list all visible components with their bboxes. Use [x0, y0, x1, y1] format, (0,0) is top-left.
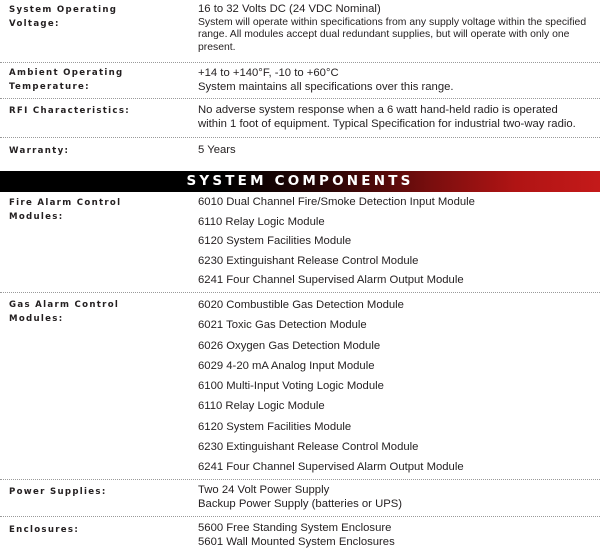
- list-item: 5601 Wall Mounted System Enclosures: [198, 535, 395, 548]
- spec-value-line: within 1 foot of equipment. Typical Specification for industrial two-way radio.: [198, 117, 576, 130]
- divider: [0, 137, 600, 138]
- spec-value-line: No adverse system response when a 6 watt hand-held radio is operated: [198, 104, 558, 116]
- spec-label-temperature: [9, 67, 194, 94]
- divider: [0, 98, 600, 99]
- component-label-line: Fire Alarm Control: [9, 198, 122, 208]
- spec-label-warranty: [9, 145, 194, 159]
- section-banner-title: SYSTEM COMPONENTS: [186, 173, 414, 189]
- spec-label-line: Warranty:: [9, 146, 70, 156]
- list-item: 6100 Multi-Input Voting Logic Module: [198, 380, 384, 393]
- component-label-line: Gas Alarm Control: [9, 300, 120, 310]
- component-label-line: Modules:: [9, 313, 64, 324]
- spec-label-rfi: [9, 105, 194, 119]
- spec-label-line: System Operating: [9, 5, 118, 15]
- spec-note-line: System will operate within specifications from any supply voltage within the specified: [198, 16, 587, 28]
- divider: [0, 62, 600, 63]
- list-item: 6120 System Facilities Module: [198, 235, 352, 247]
- spec-value-line: System maintains all specifications over this range.: [198, 80, 454, 93]
- list-item: 6110 Relay Logic Module: [198, 215, 325, 228]
- spec-value-line: +14 to +140°F, -10 to +60°C: [198, 67, 339, 79]
- component-label-power-supplies: [9, 486, 194, 500]
- list-item: 6021 Toxic Gas Detection Module: [198, 319, 367, 332]
- spec-value-warranty: [198, 144, 594, 158]
- divider: [0, 516, 600, 517]
- component-label-line: Power Supplies:: [9, 487, 107, 497]
- list-item: 6241 Four Channel Supervised Alarm Output Module: [198, 274, 464, 286]
- spec-value-line: 16 to 32 Volts DC (24 VDC Nominal): [198, 3, 381, 15]
- list-item: 6010 Dual Channel Fire/Smoke Detection Input Module: [198, 196, 475, 208]
- spec-value-rfi: [198, 104, 594, 131]
- list-item: 6241 Four Channel Supervised Alarm Output Module: [198, 461, 464, 474]
- list-item: 6110 Relay Logic Module: [198, 400, 325, 413]
- list-item: 6020 Combustible Gas Detection Module: [198, 299, 404, 311]
- component-label-enclosures: [9, 524, 194, 538]
- spec-label-voltage: [9, 4, 194, 31]
- list-item: 6230 Extinguishant Release Control Module: [198, 441, 419, 454]
- component-label-fire-alarm: [9, 197, 194, 224]
- spec-value-line: 5 Years: [198, 144, 236, 156]
- divider: [0, 292, 600, 293]
- list-item: 5600 Free Standing System Enclosure: [198, 522, 392, 534]
- component-label-line: Modules:: [9, 211, 64, 222]
- divider: [0, 479, 600, 480]
- component-label-gas-alarm: [9, 299, 194, 326]
- list-item: 6120 System Facilities Module: [198, 420, 352, 433]
- section-banner: [0, 171, 600, 192]
- spec-value-voltage: [198, 3, 594, 54]
- list-item: 6026 Oxygen Gas Detection Module: [198, 339, 381, 352]
- spec-label-line: RFI Characteristics:: [9, 106, 130, 116]
- component-list-power-supplies: [198, 484, 594, 511]
- list-item: 6029 4-20 mA Analog Input Module: [198, 359, 375, 372]
- spec-label-line: Ambient Operating: [9, 68, 124, 78]
- spec-label-line: Temperature:: [9, 81, 90, 92]
- list-item: Two 24 Volt Power Supply: [198, 484, 330, 496]
- component-label-line: Enclosures:: [9, 525, 80, 535]
- spec-value-temperature: [198, 67, 594, 94]
- spec-label-line: Voltage:: [9, 18, 60, 29]
- component-list-enclosures: [198, 522, 594, 549]
- component-list-gas-alarm: [198, 295, 594, 478]
- spec-note-line: present.: [198, 41, 236, 53]
- spec-note-line: range. All modules accept dual redundant supplies, but will operate with only one: [198, 29, 570, 41]
- component-list-fire-alarm: [198, 193, 594, 291]
- list-item: 6230 Extinguishant Release Control Module: [198, 254, 419, 267]
- list-item: Backup Power Supply (batteries or UPS): [198, 497, 403, 510]
